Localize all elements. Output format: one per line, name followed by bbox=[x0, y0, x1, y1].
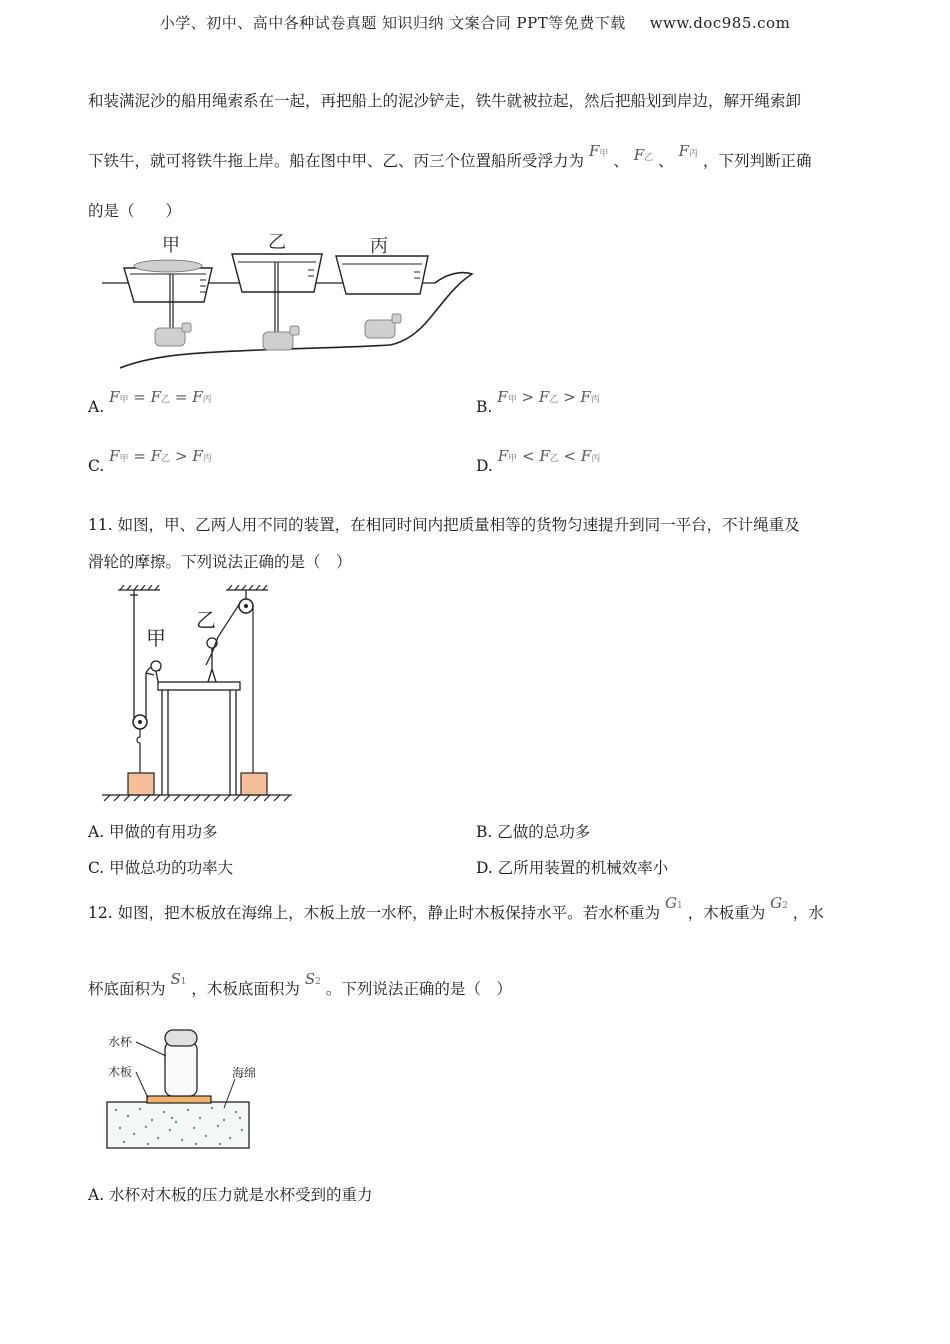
f-sub: 乙 bbox=[644, 153, 654, 163]
q12-line2 bbox=[88, 970, 512, 1003]
op: < bbox=[563, 447, 577, 465]
label-board: 木板 bbox=[108, 1065, 133, 1079]
cup bbox=[165, 1042, 197, 1096]
op: < bbox=[521, 447, 535, 465]
f-sub: 甲 bbox=[599, 149, 609, 159]
cup-lid bbox=[165, 1030, 197, 1046]
f-symbol: F bbox=[580, 447, 592, 465]
g2 bbox=[770, 894, 788, 912]
boat-jia bbox=[124, 260, 212, 328]
op: = bbox=[174, 388, 188, 406]
option-a-expr bbox=[109, 388, 212, 406]
f-sub: 乙 bbox=[161, 454, 171, 464]
q12-line1-mid: ，木板重为 bbox=[687, 904, 766, 922]
ox-2 bbox=[263, 326, 299, 350]
label-jia: 甲 bbox=[146, 626, 166, 650]
q11-line2: 滑轮的摩擦。下列说法正确的是（ ） bbox=[88, 553, 352, 571]
q12-line2-text: 杯底面积为 bbox=[88, 980, 166, 998]
label-jia: 甲 bbox=[162, 235, 180, 256]
q10-line3: 的是（ ） bbox=[88, 202, 182, 220]
f-symbol: F bbox=[580, 388, 591, 406]
op: = bbox=[133, 388, 146, 406]
op: = bbox=[133, 447, 146, 465]
option-label: D. bbox=[476, 457, 493, 475]
s-sub: 1 bbox=[180, 977, 187, 987]
f-symbol: F bbox=[150, 388, 162, 406]
ox-3 bbox=[365, 314, 401, 338]
s-symbol: S bbox=[304, 970, 316, 988]
boat-bing bbox=[336, 256, 428, 294]
q12-line2-mid: ，木板底面积为 bbox=[191, 980, 300, 998]
label-sponge: 海绵 bbox=[232, 1066, 257, 1080]
f-symbol: F bbox=[192, 388, 203, 406]
option-label: A. bbox=[88, 398, 105, 416]
f-symbol: F bbox=[678, 142, 690, 160]
option-label: B. bbox=[476, 398, 493, 416]
sponge bbox=[107, 1102, 249, 1148]
q10-line2-text: 下铁牛，就可将铁牛拖上岸。船在图中甲、乙、丙三个位置船所受浮力为 bbox=[88, 152, 585, 170]
person-jia bbox=[146, 661, 161, 682]
page-header bbox=[0, 12, 950, 33]
s-symbol: S bbox=[170, 970, 181, 988]
cargo-right bbox=[241, 773, 267, 795]
q12-line1-text: 12. 如图，把木板放在海绵上，木板上放一水杯，静止时木板保持水平。若水杯重为 bbox=[88, 904, 661, 922]
boat-yi bbox=[232, 254, 322, 332]
f-sub: 丙 bbox=[591, 454, 601, 464]
sand-pile bbox=[134, 260, 202, 272]
op: > bbox=[563, 388, 576, 406]
f-symbol: F bbox=[497, 388, 508, 406]
q11-line1: 11. 如图，甲、乙两人用不同的装置，在相同时间内把质量相等的货物匀速提升到同一平台，不计绳重及 bbox=[88, 516, 800, 534]
g1 bbox=[665, 894, 683, 912]
f-symbol: F bbox=[633, 146, 645, 164]
q11-option-d[interactable]: D. 乙所用装置的机械效率小 bbox=[476, 859, 669, 877]
option-d-expr bbox=[498, 447, 601, 465]
q12-line1 bbox=[88, 894, 824, 927]
q12-option-a[interactable]: A. 水杯对木板的压力就是水杯受到的重力 bbox=[88, 1186, 373, 1204]
sponge-figure bbox=[100, 1022, 260, 1152]
q10-line1: 和装满泥沙的船用绳索系在一起，再把船上的泥沙铲走，铁牛就被拉起，然后把船划到岸边，解开绳索卸 bbox=[88, 92, 802, 110]
ceiling-right bbox=[226, 585, 268, 590]
platform bbox=[158, 682, 240, 795]
f-symbol: F bbox=[497, 447, 509, 465]
f-sub: 丙 bbox=[202, 395, 212, 405]
f-symbol: F bbox=[588, 142, 600, 160]
label-yi: 乙 bbox=[196, 608, 216, 632]
label-yi: 乙 bbox=[268, 232, 286, 253]
f-sub: 甲 bbox=[507, 395, 517, 405]
option-b-expr bbox=[497, 388, 600, 406]
f-sub: 乙 bbox=[549, 454, 559, 464]
f-sub: 丙 bbox=[590, 395, 600, 405]
g-sub: 1 bbox=[677, 901, 683, 911]
f-symbol: F bbox=[192, 447, 203, 465]
separator: 、 bbox=[658, 152, 674, 170]
f-symbol: F bbox=[109, 447, 120, 465]
header-site[interactable]: www.doc985.com bbox=[649, 14, 791, 32]
f-sub: 乙 bbox=[161, 395, 171, 405]
q11-option-b[interactable]: B. 乙做的总功多 bbox=[476, 823, 591, 841]
s2 bbox=[305, 970, 321, 988]
board bbox=[147, 1096, 211, 1103]
pulley-figure bbox=[100, 585, 300, 805]
s1 bbox=[170, 970, 186, 988]
f-symbol: F bbox=[109, 388, 120, 406]
op: > bbox=[174, 447, 188, 465]
s-sub: 2 bbox=[315, 977, 321, 987]
q10-option-d[interactable] bbox=[476, 447, 601, 475]
q10-option-c[interactable] bbox=[88, 447, 212, 475]
f-sub: 甲 bbox=[508, 454, 518, 464]
separator: 、 bbox=[613, 152, 629, 170]
f-sub: 丙 bbox=[689, 149, 699, 159]
boats-figure bbox=[100, 230, 480, 370]
g-sub: 2 bbox=[782, 901, 788, 911]
q12-line1-end: ，水 bbox=[792, 904, 824, 922]
option-label: C. bbox=[88, 457, 105, 475]
option-c-expr bbox=[109, 447, 212, 465]
f-sub: 乙 bbox=[549, 395, 559, 405]
q12-line2-end: 。下列说法正确的是（ ） bbox=[325, 980, 512, 998]
g-symbol: G bbox=[770, 894, 783, 912]
f-symbol: F bbox=[538, 388, 550, 406]
f-bing bbox=[679, 142, 698, 160]
q11-option-c[interactable]: C. 甲做总功的功率大 bbox=[88, 859, 234, 877]
ceiling-left bbox=[118, 585, 160, 590]
ground bbox=[102, 795, 292, 801]
f-symbol: F bbox=[539, 447, 550, 465]
q10-line2 bbox=[88, 142, 812, 175]
f-sub: 丙 bbox=[202, 454, 212, 464]
f-sub: 甲 bbox=[119, 454, 129, 464]
label-bing: 丙 bbox=[370, 236, 388, 257]
cargo-left bbox=[128, 773, 154, 795]
f-symbol: F bbox=[150, 447, 162, 465]
q11-option-a[interactable]: A. 甲做的有用功多 bbox=[88, 823, 218, 841]
f-sub: 甲 bbox=[119, 395, 129, 405]
label-cup: 水杯 bbox=[108, 1035, 133, 1049]
person-yi bbox=[206, 637, 218, 682]
f-jia bbox=[589, 142, 608, 160]
g-symbol: G bbox=[665, 894, 678, 912]
header-text: 小学、初中、高中各种试卷真题 知识归纳 文案合同 PPT等免费下载 bbox=[159, 14, 626, 32]
q10-option-a[interactable] bbox=[88, 388, 212, 416]
op: > bbox=[521, 388, 535, 406]
q10-line2-end: ，下列判断正确 bbox=[702, 152, 812, 170]
q10-option-b[interactable] bbox=[476, 388, 600, 416]
f-yi bbox=[634, 146, 653, 164]
